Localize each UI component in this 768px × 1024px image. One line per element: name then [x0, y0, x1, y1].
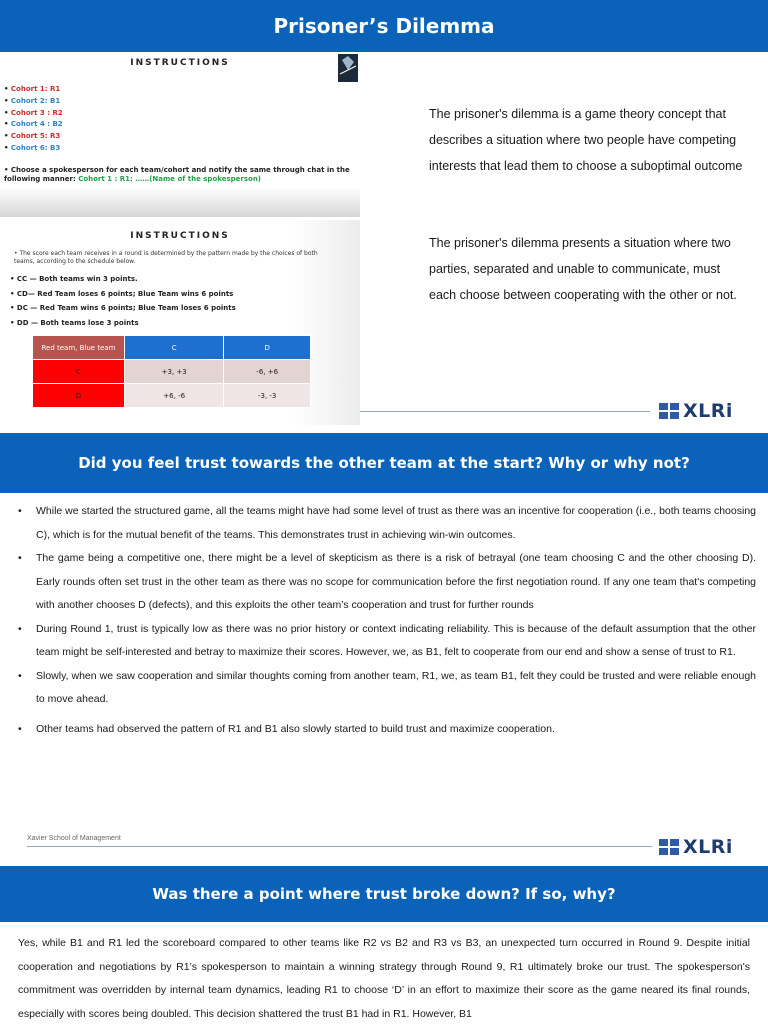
xlri-logo-icon	[659, 403, 679, 419]
slide-description: • The score each team receives in a round is determined by the pattern made by the choices of both teams, according to the schedule below.	[14, 250, 318, 265]
table-header-row	[33, 336, 311, 360]
intro-paragraph: The prisoner's dilemma is a game theory concept that describes a situation where two people have competing interests that lead them to choose a suboptimal outcome	[429, 107, 743, 173]
list-item: • Other teams had observed the pattern of R1 and B1 also slowly started to build trust and maximize cooperation.	[18, 718, 756, 742]
cohort-item: • Cohort 4 : B2	[4, 120, 63, 129]
table-row	[33, 384, 311, 408]
cohort-item: • Cohort 3 : R2	[4, 108, 63, 117]
title-bar	[0, 0, 768, 52]
table-row-label: C	[33, 360, 125, 384]
rule-item: • DC — Red Team wins 6 points; Blue Team loses 6 points	[10, 304, 236, 312]
cohort-item: • Cohort 1: R1	[4, 85, 61, 93]
footer-note: Xavier School of Management	[27, 835, 121, 842]
list-item: • While we started the structured game, all the teams might have had some level of trust as there was an incentive for cooperation (i.e., both teams choosing C), which is for the mutual benefit of the teams. This demonstrates trust in achieving win-win outcomes.	[18, 500, 756, 547]
question-bar	[0, 866, 768, 922]
answer-paragraph: Yes, while B1 and R1 led the scoreboard compared to other teams like R2 vs B2 and R3 vs B3, an unexpected turn occurred in Round 9. Despite initial cooperation and negotiations by R1’s spokesperson to maintain a winning strategy through Round 9, R1 ultimately broke our trust. The spokesperson's commitment was overridden by internal team dynamics, leading R1 to choose ‘D’ in an effort to maximize their score as the game neared its final rounds, especially with scores being doubled. This decision shattered the trust B1 had in R1. However, B1	[18, 937, 750, 1020]
question-heading: Did you feel trust towards the other team at the start? Why or why not?	[78, 454, 690, 472]
cohort-item: • Cohort 6: B3	[4, 143, 61, 152]
cohort-item: • Cohort 5: R3	[4, 132, 61, 141]
question-heading: Was there a point where trust broke down? If so, why?	[152, 885, 616, 903]
payoff-table	[32, 335, 311, 408]
table-col-header: D	[224, 336, 311, 360]
table-cell: +3, +3	[125, 360, 224, 384]
xlri-logo: XLRi	[659, 836, 733, 858]
instructions-slide-image	[0, 52, 360, 425]
slide-heading: INSTRUCTIONS	[130, 231, 230, 241]
table-row-label: D	[33, 384, 125, 408]
list-item: • Slowly, when we saw cooperation and similar thoughts coming from another team, R1, we, as team B1, felt they could be trusted and were reliable enough to move ahead.	[18, 665, 756, 712]
xlri-logo: XLRi	[659, 400, 733, 422]
rules-list	[10, 272, 236, 330]
spokesperson-instruction: • Choose a spokesperson for each team/cohort and notify the same through chat in the following manner: Cohort 1 : R1: ……(Name of the spokesperson)	[4, 166, 350, 183]
table-cell: +6, -6	[125, 384, 224, 408]
rule-item: • DD — Both teams lose 3 points	[10, 318, 139, 327]
list-item: • During Round 1, trust is typically low as there was no prior history or context indicating reliability. This is because of the default assumption that the other team might be self-interested and betray to maximize their scores. However, we, as B1, felt to cooperate from our end and show a sense of trust to R1.	[18, 618, 756, 665]
xlri-logo-icon	[659, 839, 679, 855]
table-corner: Red team, Blue team	[33, 336, 125, 360]
table-col-header: C	[125, 336, 224, 360]
list-item: • The game being a competitive one, there might be a level of skepticism as there is a risk of betrayal (one team choosing C and the other choosing D). Early rounds often set trust in the other team as there was no scope for communication before the first negotiation round. If any one team that's competing with another chooses D (defects), and this exploits the other team’s cooperation and trust for further rounds	[18, 547, 756, 618]
slide-logo-icon	[338, 54, 358, 82]
answer-bullets	[18, 500, 756, 741]
cohort-list	[4, 84, 63, 155]
slide-heading: INSTRUCTIONS	[130, 58, 230, 68]
divider	[27, 846, 652, 847]
table-row	[33, 360, 311, 384]
rule-item: • CC — Both teams win 3 points.	[10, 275, 138, 283]
rule-item: • CD— Red Team loses 6 points; Blue Team wins 6 points	[10, 289, 234, 298]
table-cell: -3, -3	[224, 384, 311, 408]
question-bar	[0, 433, 768, 493]
table-cell: -6, +6	[224, 360, 311, 384]
cohort-item: • Cohort 2: B1	[4, 96, 61, 105]
intro-paragraph: The prisoner's dilemma presents a situation where two parties, separated and unable to communicate, must each choose between cooperating with the other or not.	[429, 236, 737, 302]
page-title: Prisoner’s Dilemma	[273, 14, 495, 38]
divider	[360, 411, 650, 412]
slide-rules	[0, 220, 360, 425]
slide-cohorts	[0, 52, 360, 217]
